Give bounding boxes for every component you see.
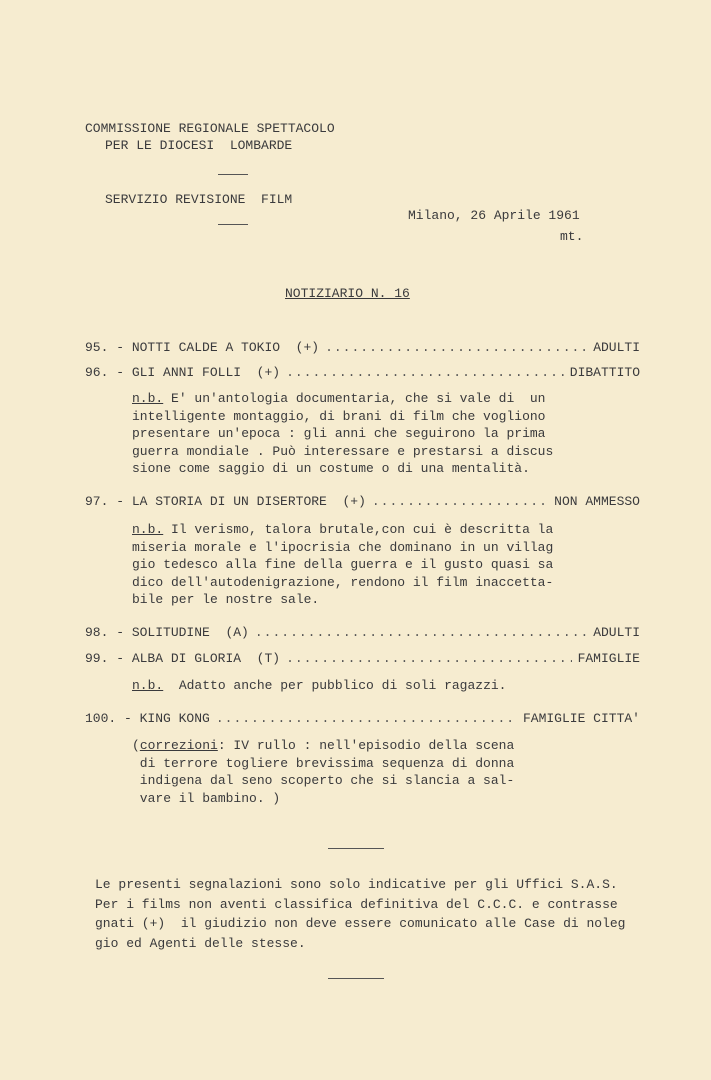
- note-label: n.b.: [132, 678, 164, 693]
- note-line: gio tedesco alla fine della guerra e il gusto quasi sa: [132, 557, 554, 573]
- note-line: indigena dal seno scoperto che si slancia a sal-: [132, 773, 515, 789]
- film-title: KING KONG: [139, 711, 210, 726]
- footer-line: gio ed Agenti delle stesse.: [95, 935, 306, 951]
- rating: ADULTI: [593, 625, 640, 640]
- note-line: dico dell'autodenigrazione, rendono il film inaccetta-: [132, 574, 554, 590]
- note-label: n.b.: [132, 391, 164, 406]
- film-title: NOTTI CALDE A TOKIO (+): [131, 340, 320, 355]
- entry-number: 97. -: [85, 494, 125, 509]
- entry-number: 100. -: [85, 711, 132, 726]
- note-line: di terrore togliere brevissima sequenza di donna: [132, 755, 515, 771]
- entry-95: [85, 340, 640, 355]
- entry-96: [85, 365, 640, 380]
- corrections-100: (correzioni: IV rullo : nell'episodio della scena di terrore togliere brevissima sequenza di donna indigena dal seno scoperto che si slancia a sal- vare il bambino. ): [132, 738, 515, 806]
- divider: [218, 224, 248, 225]
- note-line: : IV rullo : nell'episodio della scena: [217, 738, 515, 753]
- note-line: bile per le nostre sale.: [132, 592, 320, 608]
- entry-number: 98. -: [85, 625, 125, 640]
- leader-dots: [255, 625, 587, 640]
- rating: NON AMMESSO: [554, 494, 640, 509]
- film-title: SOLITUDINE (A): [131, 625, 249, 640]
- entry-99: [85, 651, 640, 666]
- note-line: sione come saggio di un costume o di una mentalità.: [132, 461, 530, 477]
- service-name: SERVIZIO REVISIONE FILM: [105, 192, 293, 207]
- entry-98: [85, 625, 640, 640]
- note-line: Il verismo, talora brutale,con cui è descritta la: [163, 522, 554, 537]
- leader-dots: [325, 340, 587, 355]
- note-line: E' un'antologia documentaria, che si vale di un: [163, 391, 546, 406]
- footer-line: Per i films non aventi classifica definitiva del C.C.C. e contrasse: [95, 896, 618, 912]
- entry-100: [85, 711, 640, 726]
- note-97: [132, 521, 553, 609]
- leader-dots: [286, 651, 572, 666]
- date: Milano, 26 Aprile 1961: [408, 208, 580, 223]
- entry-number: 99. -: [85, 651, 125, 666]
- leader-dots: [372, 494, 548, 509]
- note-line: Adatto anche per pubblico di soli ragazzi.: [163, 678, 507, 693]
- divider: [328, 848, 384, 849]
- note-line: vare il bambino. ): [132, 790, 281, 806]
- film-title: GLI ANNI FOLLI (+): [131, 365, 281, 380]
- org-name-line2: PER LE DIOCESI LOMBARDE: [105, 138, 293, 153]
- footer-note: [95, 875, 626, 953]
- rating: FAMIGLIE: [577, 651, 640, 666]
- divider: [328, 978, 384, 979]
- entry-number: 96. -: [85, 365, 125, 380]
- leader-dots: [216, 711, 517, 726]
- note-line: miseria morale e l'ipocrisia che dominano in un villag: [132, 539, 554, 555]
- film-title: LA STORIA DI UN DISERTORE (+): [131, 494, 366, 509]
- rating: FAMIGLIE CITTA': [522, 711, 640, 726]
- note-line: intelligente montaggio, di brani di film che vogliono: [132, 408, 546, 424]
- film-title: ALBA DI GLORIA (T): [131, 651, 281, 666]
- divider: [218, 174, 248, 175]
- rating: ADULTI: [593, 340, 640, 355]
- note-line: presentare un'epoca : gli anni che seguirono la prima: [132, 426, 546, 442]
- note-96: [132, 390, 553, 478]
- rating: DIBATTITO: [569, 365, 640, 380]
- note-line: guerra mondiale . Può interessare e prestarsi a discus: [132, 443, 554, 459]
- note-99: [132, 677, 506, 695]
- leader-dots: [286, 365, 564, 380]
- note-label: n.b.: [132, 522, 164, 537]
- document-title: NOTIZIARIO N. 16: [285, 286, 410, 301]
- entry-number: 95. -: [85, 340, 125, 355]
- initials: mt.: [560, 229, 584, 244]
- note-label: correzioni: [139, 738, 218, 753]
- footer-line: gnati (+) il giudizio non deve essere comunicato alle Case di noleg: [95, 916, 626, 931]
- entry-97: [85, 494, 640, 509]
- org-name-line1: COMMISSIONE REGIONALE SPETTACOLO: [85, 121, 335, 136]
- footer-line: Le presenti segnalazioni sono solo indicative per gli Uffici S.A.S.: [95, 877, 618, 892]
